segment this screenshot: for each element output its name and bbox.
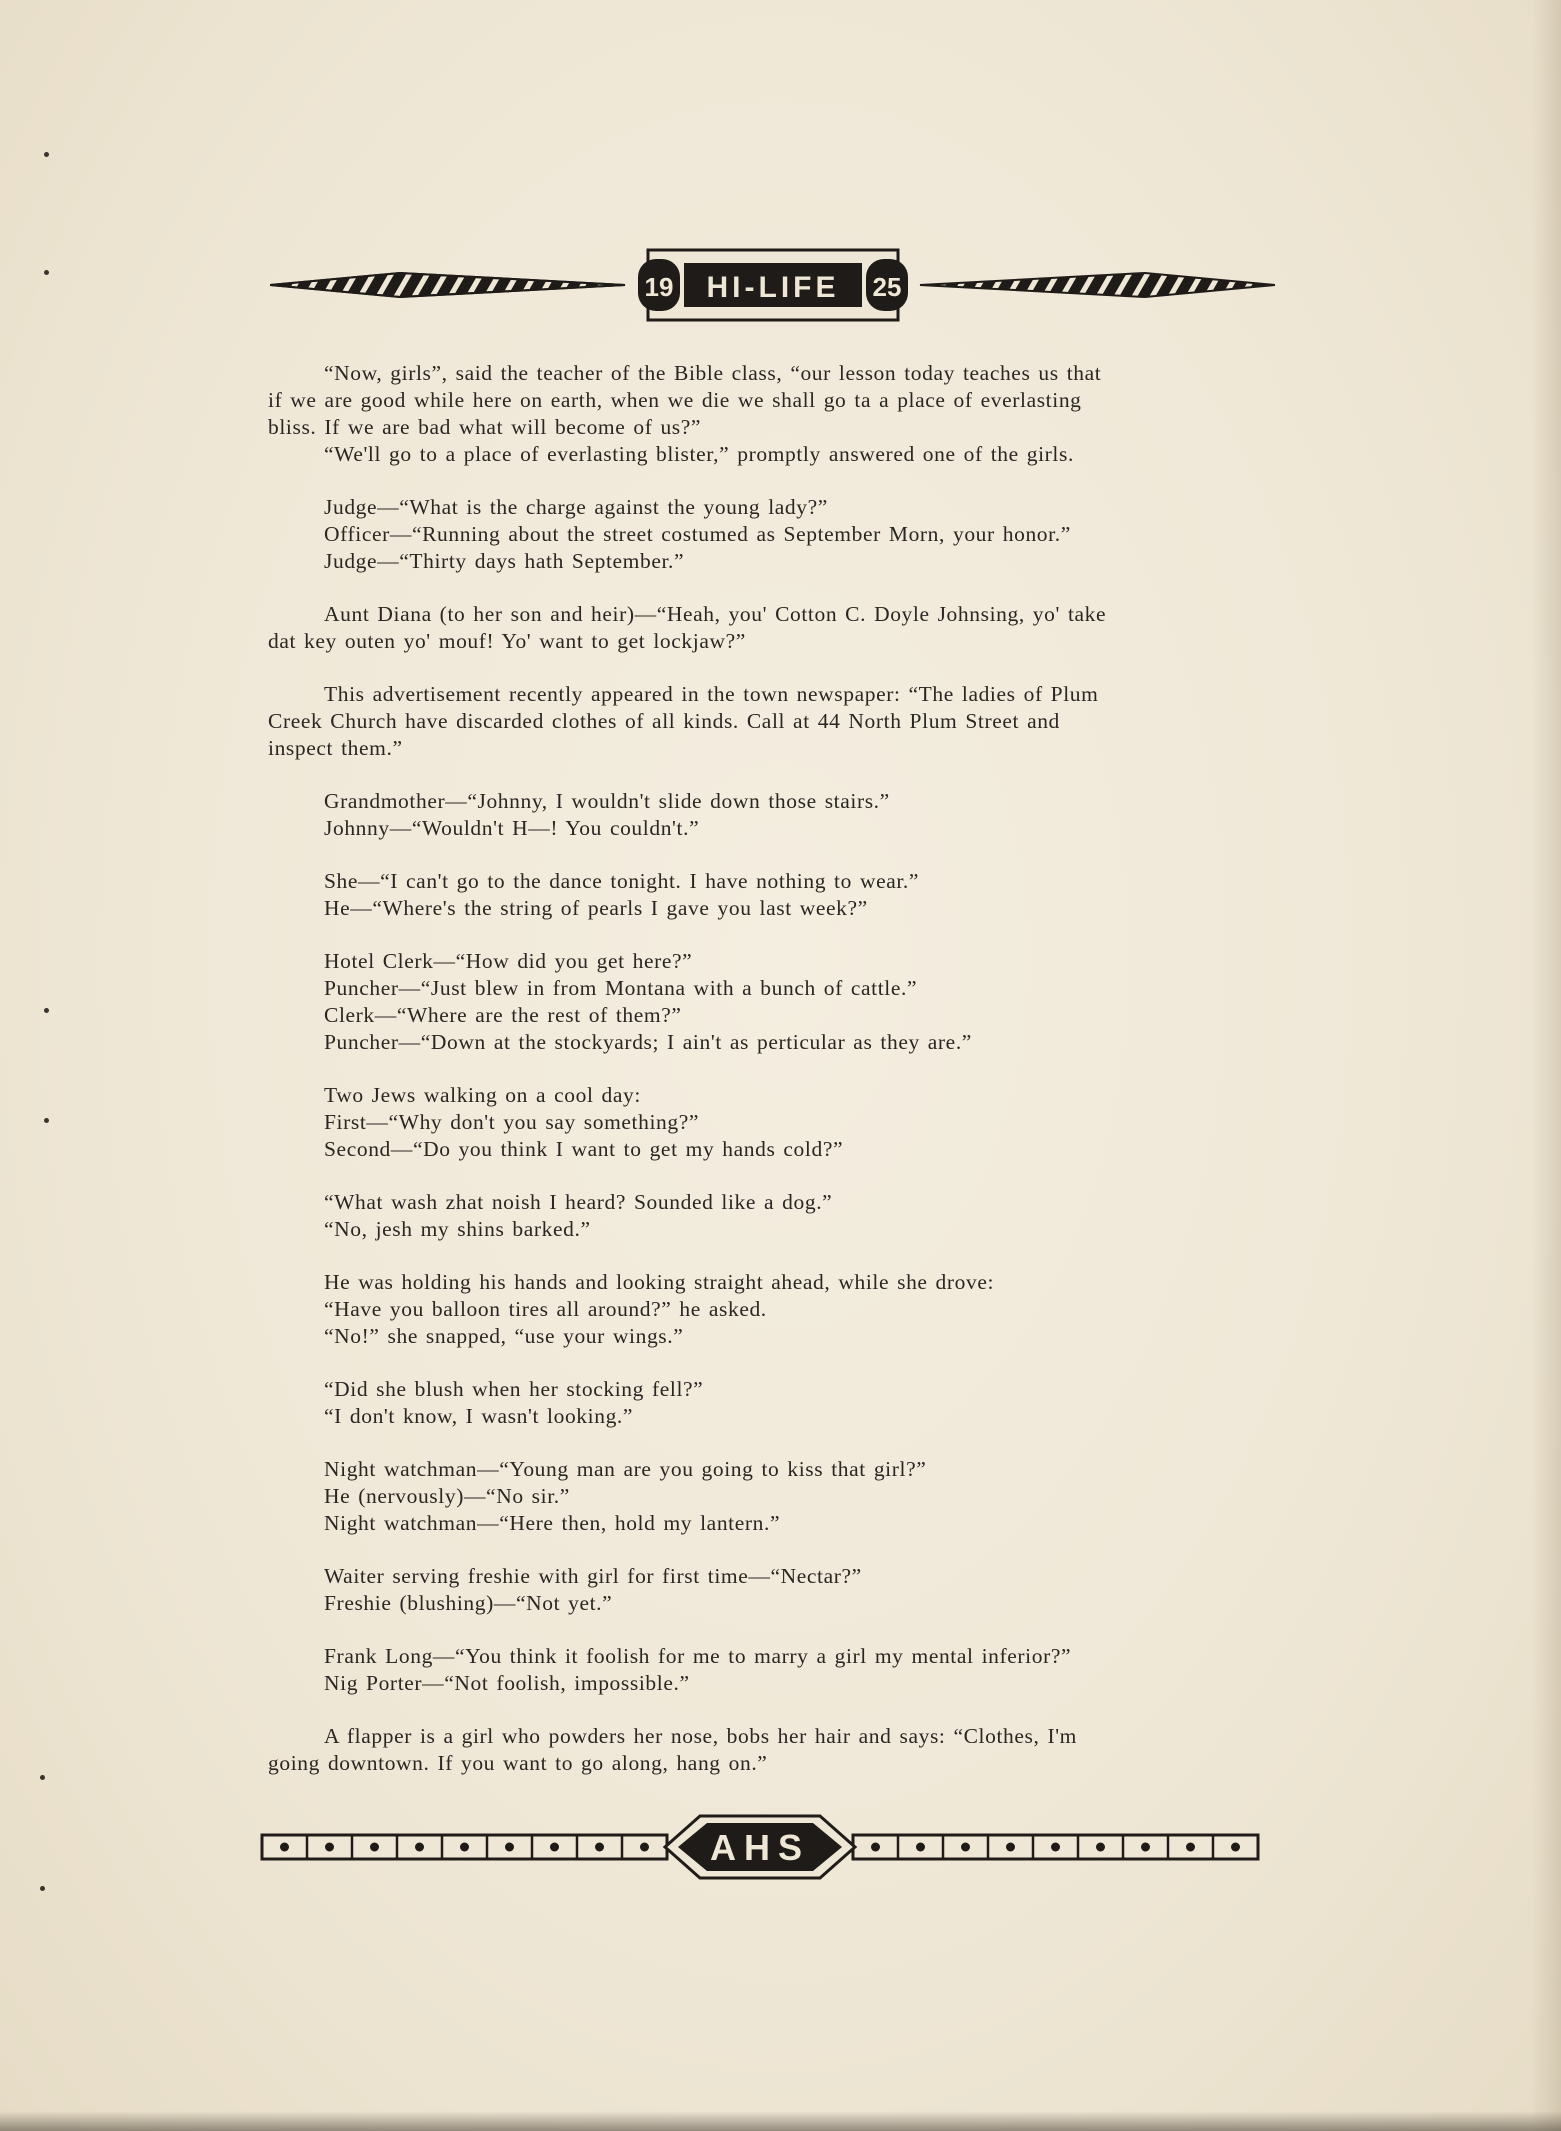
joke-line: “Now, girls”, said the teacher of the Bible class, “our lesson today teaches us that (324, 361, 1102, 385)
joke-line: Frank Long—“You think it foolish for me to marry a girl my mental inferior?” (324, 1644, 1072, 1668)
bar-dot (1096, 1843, 1105, 1852)
joke-line: Puncher—“Down at the stockyards; I ain't as perticular as they are.” (324, 1030, 972, 1054)
joke-line: “No, jesh my shins barked.” (324, 1217, 591, 1241)
joke-line: “What wash zhat noish I heard? Sounded like a dog.” (324, 1190, 833, 1214)
joke-balloon-tires (268, 1269, 1273, 1350)
joke-line: He—“Where's the string of pearls I gave you last week?” (324, 896, 868, 920)
bar-dot (415, 1843, 424, 1852)
joke-line: “I don't know, I wasn't looking.” (324, 1404, 634, 1428)
paper-speck (44, 1118, 49, 1123)
joke-line: Creek Church have discarded clothes of all kinds. Call at 44 North Plum Street and (268, 709, 1060, 733)
joke-line: This advertisement recently appeared in the town newspaper: “The ladies of Plum (324, 682, 1099, 706)
joke-line: He was holding his hands and looking straight ahead, while she drove: (324, 1270, 995, 1294)
joke-cool-day (268, 1082, 1273, 1163)
joke-line: Nig Porter—“Not foolish, impossible.” (324, 1671, 690, 1695)
joke-line: Johnny—“Wouldn't H—! You couldn't.” (324, 816, 700, 840)
joke-line: “We'll go to a place of everlasting blister,” promptly answered one of the girls. (324, 442, 1074, 466)
joke-line: Hotel Clerk—“How did you get here?” (324, 949, 693, 973)
bar-dot (1186, 1843, 1195, 1852)
joke-september-morn (268, 494, 1273, 575)
paper-speck (44, 1008, 49, 1013)
joke-night-watchman (268, 1456, 1273, 1537)
joke-line: “Did she blush when her stocking fell?” (324, 1377, 704, 1401)
bar-dot (1006, 1843, 1015, 1852)
jokes-column (268, 360, 1273, 1803)
joke-line: dat key outen yo' mouf! Yo' want to get lockjaw?” (268, 629, 746, 653)
banner-year-right: 25 (872, 272, 902, 302)
joke-aunt-diana (268, 601, 1273, 655)
bar-dot (916, 1843, 925, 1852)
joke-line: inspect them.” (268, 736, 403, 760)
bar-dot (1141, 1843, 1150, 1852)
joke-bible-class (268, 360, 1273, 468)
joke-line: He (nervously)—“No sir.” (324, 1484, 570, 1508)
left-dotted-bar (262, 1835, 667, 1859)
joke-line: Two Jews walking on a cool day: (324, 1083, 641, 1107)
joke-line: Officer—“Running about the street costumed as September Morn, your honor.” (324, 522, 1071, 546)
joke-line: Night watchman—“Young man are you going to kiss that girl?” (324, 1457, 927, 1481)
bar-dot (280, 1843, 289, 1852)
paper-speck (44, 270, 49, 275)
bar-dot (1051, 1843, 1060, 1852)
bar-dot (370, 1843, 379, 1852)
joke-nectar (268, 1563, 1273, 1617)
page-edge-shadow (1531, 0, 1561, 2131)
bar-dot (325, 1843, 334, 1852)
bar-dot (871, 1843, 880, 1852)
ahs-emblem-text: AHS (709, 1827, 811, 1868)
paper-speck (40, 1775, 45, 1780)
joke-line: Judge—“What is the charge against the young lady?” (324, 495, 828, 519)
bar-dot (961, 1843, 970, 1852)
hi-life-header-banner (270, 245, 1275, 335)
joke-advertisement (268, 681, 1273, 762)
joke-line: Clerk—“Where are the rest of them?” (324, 1003, 682, 1027)
joke-line: bliss. If we are bad what will become of us?” (268, 415, 702, 439)
joke-line: Freshie (blushing)—“Not yet.” (324, 1591, 613, 1615)
page-bottom-edge (0, 2111, 1561, 2131)
ahs-banner-graphic (260, 1808, 1260, 1886)
joke-line: She—“I can't go to the dance tonight. I have nothing to wear.” (324, 869, 920, 893)
joke-line: if we are good while here on earth, when we die we shall go ta a place of everlasting (268, 388, 1082, 412)
joke-shins-barked (268, 1189, 1273, 1243)
joke-hotel-clerk (268, 948, 1273, 1056)
joke-line: Grandmother—“Johnny, I wouldn't slide down those stairs.” (324, 789, 890, 813)
bar-dot (595, 1843, 604, 1852)
joke-mental-inferior (268, 1643, 1273, 1697)
bar-dot (505, 1843, 514, 1852)
joke-line: First—“Why don't you say something?” (324, 1110, 700, 1134)
joke-grandmother (268, 788, 1273, 842)
ahs-footer-banner (260, 1808, 1260, 1886)
bar-dot (640, 1843, 649, 1852)
joke-nothing-to-wear (268, 868, 1273, 922)
joke-line: Night watchman—“Here then, hold my lantern.” (324, 1511, 781, 1535)
paper-speck (44, 152, 49, 157)
banner-year-left: 19 (644, 272, 674, 302)
joke-line: Puncher—“Just blew in from Montana with a bunch of cattle.” (324, 976, 918, 1000)
paper-speck (40, 1886, 45, 1891)
joke-line: A flapper is a girl who powders her nose, bobs her hair and says: “Clothes, I'm (324, 1724, 1078, 1748)
joke-line: Waiter serving freshie with girl for first time—“Nectar?” (324, 1564, 862, 1588)
joke-line: “No!” she snapped, “use your wings.” (324, 1324, 684, 1348)
joke-stocking (268, 1376, 1273, 1430)
banner-title: HI-LIFE (706, 271, 840, 304)
bar-dot (1231, 1843, 1240, 1852)
bar-dot (460, 1843, 469, 1852)
joke-line: going downtown. If you want to go along, hang on.” (268, 1751, 768, 1775)
joke-line: Second—“Do you think I want to get my hands cold?” (324, 1137, 844, 1161)
joke-line: Judge—“Thirty days hath September.” (324, 549, 685, 573)
bar-dot (550, 1843, 559, 1852)
joke-line: Aunt Diana (to her son and heir)—“Heah, you' Cotton C. Doyle Johnsing, yo' take (324, 602, 1107, 626)
hi-life-banner-graphic (270, 245, 1275, 335)
right-dotted-bar (853, 1835, 1258, 1859)
joke-flapper (268, 1723, 1273, 1777)
joke-line: “Have you balloon tires all around?” he asked. (324, 1297, 767, 1321)
